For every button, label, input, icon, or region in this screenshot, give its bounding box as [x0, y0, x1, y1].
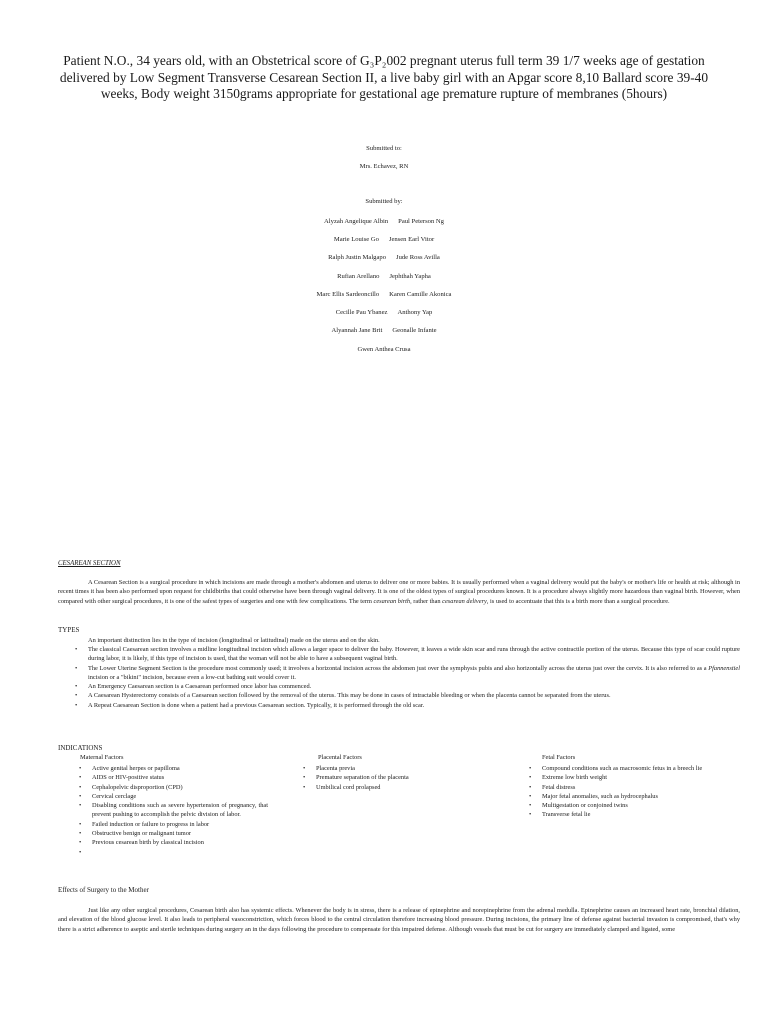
item-text: Transverse fetal lie — [542, 811, 591, 819]
item-text: Failed induction or failure to progress in labor — [92, 820, 210, 828]
item-text: Placenta previa — [316, 765, 355, 772]
list-item — [74, 701, 740, 710]
submitted-to-label: Submitted to: — [366, 145, 402, 152]
bullet-icon: • — [79, 792, 82, 800]
member-row — [250, 230, 518, 248]
bullet-icon: • — [529, 783, 532, 791]
list-item — [74, 682, 740, 691]
intro-term: cesarean birth — [373, 597, 411, 605]
item-text: The Lower Uterine Segment Section is the procedure most commonly used; it involves a horizontal incision across the abdomen just over the symphysis pubis and also horizontally across the uterus just over the cervix. It is also referred to as a — [88, 664, 709, 672]
list-item — [78, 820, 268, 829]
intro-text: , rather than — [410, 597, 443, 605]
member-name: Gwen Anthea Crusa — [357, 345, 411, 353]
list-item — [78, 801, 268, 820]
item-text: The classical Caesarean section involves a midline longitudinal incision which allows a larger space to deliver the baby. However, it leaves a wide skin scar and runs through the active contractile portion of the uterus. Because this type of scar could rupture during labor, it is likely, if this type of incision is used, that the woman will not be able to have a subsequent vaginal birth. — [88, 646, 740, 663]
item-text: Premature separation of the placenta — [316, 774, 409, 782]
member-name: Cecille Pau Ybanez — [335, 309, 388, 317]
list-item — [78, 829, 268, 838]
item-text: Umbilical cord prolapsed — [316, 783, 381, 791]
list-item — [528, 764, 740, 773]
list-item — [528, 783, 740, 792]
group-members — [250, 212, 518, 358]
member-row — [250, 212, 518, 230]
item-text: Fetal distress — [542, 783, 576, 791]
list-item — [528, 801, 740, 810]
intro-term: cesarean delivery — [442, 597, 487, 605]
submitted-to-name: Mrs. Echavez, RN — [359, 163, 409, 170]
item-text: A Caesarean Hysterectomy consists of a Caesarean section followed by the removal of the uterus. This may be done in cases of intractable bleeding or when the placenta cannot be separated from the uterus. — [88, 692, 611, 700]
member-name: Alyzah Angelique Albin — [324, 217, 389, 225]
bullet-icon: • — [303, 783, 306, 791]
list-item — [74, 645, 740, 664]
list-item — [302, 773, 482, 782]
member-row — [250, 340, 518, 358]
document-title: Patient N.O., 34 years old, with an Obstetrical score of G₃P₂002 pregnant uterus full term 39 1/7 weeks age of gestation delivered by Low Segment Transverse Cesarean Section II, a live baby girl with an Apgar score 8,10 Ballard score 39-40 weeks, Body weight 3150grams appropriate for gestational age premature rupture of membranes (5hours) — [59, 53, 709, 101]
item-text: Extreme low birth weight — [542, 774, 608, 782]
list-item — [78, 792, 268, 801]
bullet-icon: • — [529, 774, 532, 782]
item-text: Active genital herpes or papilloma — [92, 765, 180, 772]
item-text: Multigestation or conjoined twins — [542, 802, 628, 810]
bullet-icon: • — [79, 830, 82, 838]
item-text: Disabling conditions such as severe hypertension of pregnancy, that prevent pushing to accomplish the pelvic division of labor. — [92, 802, 268, 819]
bullet-icon: • — [75, 646, 78, 653]
member-name: Jephthah Yapha — [389, 272, 431, 280]
member-name: Geonalle Infante — [392, 327, 437, 335]
bullet-icon: • — [79, 765, 82, 772]
member-name: Alyannah Jane Brit — [331, 327, 383, 335]
bullet-icon: • — [75, 701, 78, 709]
bullet-icon: • — [303, 774, 306, 782]
list-item — [74, 664, 740, 683]
member-name: Rufian Arellano — [337, 272, 380, 280]
types-intro: An important distinction lies in the type of incision (longitudinal or latitudinal) made on the uterus and on the skin. — [88, 637, 380, 644]
bullet-icon: • — [529, 765, 532, 772]
member-name: Anthony Yap — [397, 309, 433, 317]
effects-text: Just like any other surgical procedures, Cesarean birth also has systemic effects. Whenever the body is in stress, there is a release of epinephrine and norepinephrine from the adrenal medulla. Epinephrine causes an increased heart rate, bronchial dilation, and elevation of the blood glucose level. It also leads to peripheral vasoconstriction, which forces blood to the central circulation therefore increasing blood pressure. During incisions, the primary line of defense against bacterial invasion is compromised, that's why there is a strict adherence to aseptic and sterile techniques during surgery an in the days following the procedure to compensate for this impaired defense. Although vessels that must be cut for surgery are immediately clamped and ligated, some — [58, 907, 740, 933]
member-name: Ralph Justin Malgapo — [328, 254, 387, 262]
member-name: Marie Louise Go — [333, 235, 379, 243]
list-item — [78, 764, 268, 773]
bullet-icon: • — [79, 783, 82, 791]
list-item — [528, 792, 740, 801]
list-item — [78, 783, 268, 792]
bullet-icon: • — [529, 792, 532, 800]
member-row — [250, 267, 518, 285]
fetal-factors-heading: Fetal Factors — [542, 754, 576, 761]
placental-factors-list — [302, 764, 482, 792]
member-row — [250, 303, 518, 321]
intro-text: A Cesarean Section is a surgical procedure in which incisions are made through a mother's abdomen and uterus to deliver one or more babies. It is usually performed when a vaginal delivery would put the baby's or mother's life or health at risk; although in recent times it has been also performed upon request for childbirths that could otherwise have been through vaginal delivery. It is one of the oldest types of surgical procedures known. It is a procedure always slightly more hazardous than vaginal birth. However, when compared with other surgical procedures, it is one of the safest types of surgeries and one with few complications. The term — [58, 579, 740, 605]
cesarean-intro — [58, 578, 740, 606]
placental-factors-heading: Placental Factors — [318, 754, 362, 761]
effects-heading: Effects of Surgery to the Mother — [58, 886, 149, 894]
bullet-icon: • — [529, 802, 532, 810]
list-item — [528, 810, 740, 819]
item-text: Cephalopelvic disproportion (CPD) — [92, 783, 183, 791]
member-name: Jensen Earl Vitor — [388, 235, 435, 243]
member-row — [250, 322, 518, 340]
member-name: Paul Peterson Ng — [398, 217, 444, 225]
bullet-icon: • — [79, 802, 82, 810]
cesarean-heading: CESAREAN SECTION — [58, 560, 121, 567]
list-item — [302, 764, 482, 773]
list-item — [78, 773, 268, 782]
bullet-icon: • — [75, 683, 78, 691]
types-heading: TYPES — [58, 626, 80, 634]
item-text: AIDS or HIV-positive status — [92, 774, 165, 782]
item-text: Compound conditions such as macrosomic fetus in a breech lie — [542, 765, 703, 772]
member-row — [250, 285, 518, 303]
effects-paragraph — [58, 906, 740, 934]
bullet-icon: • — [79, 774, 82, 782]
item-text: Cervical cerclage — [92, 792, 137, 800]
bullet-icon: • — [529, 811, 532, 819]
list-item — [74, 691, 740, 700]
bullet-icon: • — [75, 664, 78, 672]
item-text: An Emergency Caesarean section is a Caesarean performed once labor has commenced. — [88, 683, 312, 691]
maternal-factors-list — [78, 764, 268, 856]
member-row — [250, 249, 518, 267]
bullet-icon: • — [79, 820, 82, 828]
member-name: Karen Camille Akonica — [389, 290, 452, 298]
bullet-icon: • — [303, 765, 306, 772]
types-list — [74, 645, 740, 710]
item-text: Major fetal anomalies, such as hydrocephalus — [542, 792, 658, 800]
indications-heading: INDICATIONS — [58, 744, 103, 752]
item-text: Obstructive benign or malignant tumor — [92, 830, 192, 838]
bullet-icon: • — [79, 839, 82, 847]
member-name: Jude Ross Avilla — [396, 254, 440, 262]
bullet-icon: • — [79, 848, 82, 856]
item-text: A Repeat Caesarean Section is done when a patient had a previous Caesarean section. Typically, it is performed through the old scar. — [88, 701, 425, 709]
item-text: incision or a "bikini" incision, because even a low-cut bathing suit would cover it. — [88, 673, 296, 681]
bullet-icon: • — [75, 692, 78, 700]
fetal-factors-list — [528, 764, 740, 820]
submitted-by-label: Submitted by: — [365, 198, 403, 205]
intro-text: , is used to accentuate that this is a birth more than a surgical procedure. — [486, 597, 670, 605]
list-item — [78, 838, 268, 847]
list-item — [528, 773, 740, 782]
member-name: Marc Ellis Sardeoncillo — [316, 290, 380, 298]
maternal-factors-heading: Maternal Factors — [80, 754, 124, 761]
list-item — [302, 783, 482, 792]
item-text: Previous cesarean birth by classical incision — [92, 839, 204, 847]
item-term: Pfannenstiel — [708, 664, 740, 672]
